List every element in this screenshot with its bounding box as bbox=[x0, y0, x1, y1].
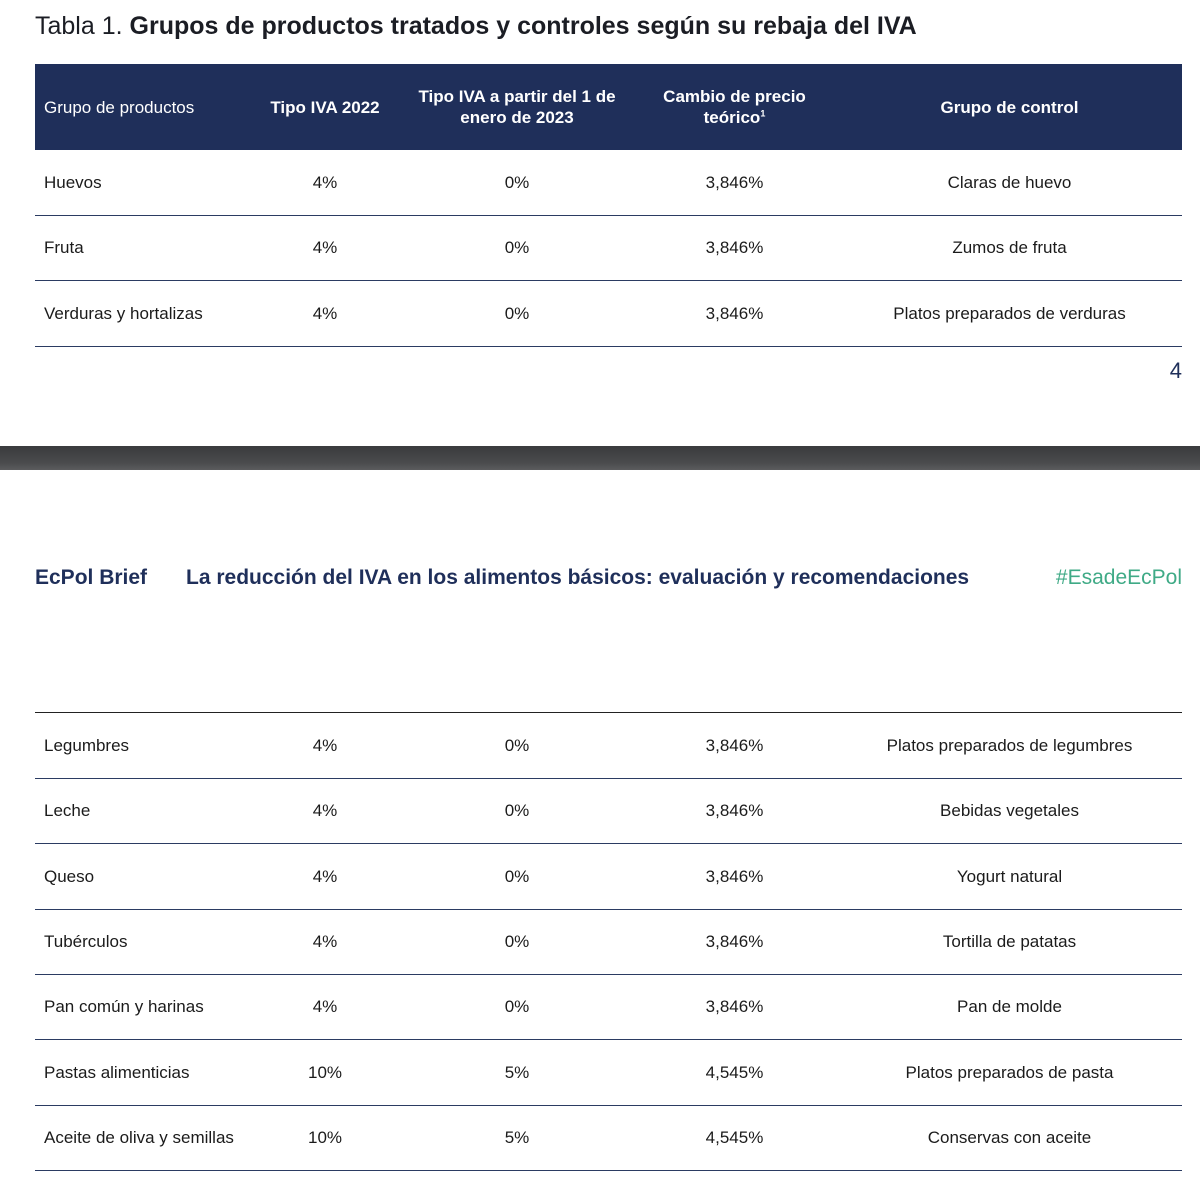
brief-label: EcPol Brief bbox=[35, 566, 148, 589]
page-number: 4 bbox=[1169, 358, 1182, 383]
cell-control: Zumos de fruta bbox=[952, 238, 1067, 258]
cell-price-change: 3,846% bbox=[705, 997, 764, 1017]
header-control: Grupo de control bbox=[940, 97, 1079, 117]
table-row bbox=[35, 1041, 1182, 1106]
cell-vat-2023: 0% bbox=[504, 931, 530, 951]
cell-control: Platos preparados de verduras bbox=[893, 303, 1126, 323]
cell-group: Aceite de oliva y semillas bbox=[44, 1127, 234, 1147]
header-price-change-label: Cambio de precio teórico bbox=[663, 87, 806, 127]
cell-vat-2022: 4% bbox=[312, 238, 338, 258]
cell-vat-2022: 10% bbox=[307, 1062, 343, 1082]
cell-vat-2023: 0% bbox=[504, 303, 530, 323]
table-row bbox=[35, 845, 1182, 910]
cell-price-change: 3,846% bbox=[705, 931, 764, 951]
cell-control: Yogurt natural bbox=[956, 866, 1063, 886]
cell-control: Bebidas vegetales bbox=[940, 801, 1079, 821]
cell-control: Conservas con aceite bbox=[927, 1127, 1092, 1147]
cell-price-change: 3,846% bbox=[705, 736, 764, 755]
cell-group: Pastas alimenticias bbox=[44, 1062, 190, 1082]
table-title-main: Grupos de productos tratados y controles según su rebaja del IVA bbox=[129, 12, 917, 40]
cell-vat-2022: 4% bbox=[312, 801, 338, 821]
row-divider bbox=[35, 346, 1182, 347]
cell-group: Huevos bbox=[44, 173, 102, 192]
table-row bbox=[35, 779, 1182, 844]
cell-group: Fruta bbox=[44, 238, 84, 258]
page-separator bbox=[0, 446, 1200, 470]
document-page-1 bbox=[0, 0, 1200, 446]
table-row bbox=[35, 975, 1182, 1040]
cell-vat-2023: 0% bbox=[504, 173, 530, 192]
cell-price-change: 4,545% bbox=[705, 1127, 764, 1147]
cell-group: Queso bbox=[44, 866, 95, 886]
cell-vat-2022: 4% bbox=[312, 736, 338, 755]
table-row bbox=[35, 1106, 1182, 1171]
cell-group: Tubérculos bbox=[44, 931, 128, 951]
cell-price-change: 3,846% bbox=[705, 303, 764, 323]
cell-vat-2022: 4% bbox=[312, 866, 338, 886]
header-vat-2023: Tipo IVA a partir del 1 de enero de 2023 bbox=[418, 87, 616, 127]
cell-vat-2023: 0% bbox=[504, 736, 530, 755]
cell-vat-2022: 4% bbox=[312, 173, 338, 192]
table-row bbox=[35, 216, 1182, 281]
table-title-prefix: Tabla 1. bbox=[35, 12, 123, 40]
cell-control: Tortilla de patatas bbox=[942, 931, 1077, 951]
header-price-change bbox=[632, 64, 837, 150]
document-page-2 bbox=[0, 470, 1200, 1200]
table-header-row bbox=[35, 64, 1182, 150]
cell-vat-2023: 0% bbox=[504, 801, 530, 821]
cell-price-change: 4,545% bbox=[705, 1062, 764, 1082]
cell-vat-2023: 5% bbox=[504, 1062, 530, 1082]
cell-control: Claras de huevo bbox=[947, 173, 1072, 192]
cell-price-change: 3,846% bbox=[705, 866, 764, 886]
table-row bbox=[35, 282, 1182, 347]
table-row bbox=[35, 714, 1182, 779]
table-row bbox=[35, 151, 1182, 216]
cell-group: Pan común y harinas bbox=[44, 997, 204, 1017]
table-title bbox=[35, 12, 917, 41]
cell-vat-2022: 4% bbox=[312, 997, 338, 1017]
brief-title: La reducción del IVA en los alimentos básicos: evaluación y recomendaciones bbox=[186, 566, 970, 589]
header-group: Grupo de productos bbox=[44, 97, 195, 117]
cell-vat-2023: 0% bbox=[504, 997, 530, 1017]
footnote-marker: 1 bbox=[760, 108, 766, 119]
cell-group: Leche bbox=[44, 801, 91, 821]
header-vat-2022: Tipo IVA 2022 bbox=[270, 97, 380, 117]
row-divider bbox=[35, 1170, 1182, 1171]
cell-vat-2023: 0% bbox=[504, 238, 530, 258]
table-row bbox=[35, 910, 1182, 975]
running-header bbox=[0, 566, 1200, 596]
table-top-rule bbox=[35, 712, 1182, 713]
cell-vat-2023: 0% bbox=[504, 866, 530, 886]
cell-group: Legumbres bbox=[44, 736, 130, 755]
cell-group: Verduras y hortalizas bbox=[44, 303, 203, 323]
cell-vat-2022: 4% bbox=[312, 931, 338, 951]
cell-control: Pan de molde bbox=[957, 997, 1062, 1017]
cell-price-change: 3,846% bbox=[705, 801, 764, 821]
cell-price-change: 3,846% bbox=[705, 173, 764, 192]
cell-control: Platos preparados de legumbres bbox=[886, 736, 1133, 755]
cell-control: Platos preparados de pasta bbox=[905, 1062, 1114, 1082]
cell-vat-2023: 5% bbox=[504, 1127, 530, 1147]
cell-vat-2022: 4% bbox=[312, 303, 338, 323]
cell-price-change: 3,846% bbox=[705, 238, 764, 258]
hashtag: #EsadeEcPol bbox=[1055, 566, 1182, 589]
cell-vat-2022: 10% bbox=[307, 1127, 343, 1147]
